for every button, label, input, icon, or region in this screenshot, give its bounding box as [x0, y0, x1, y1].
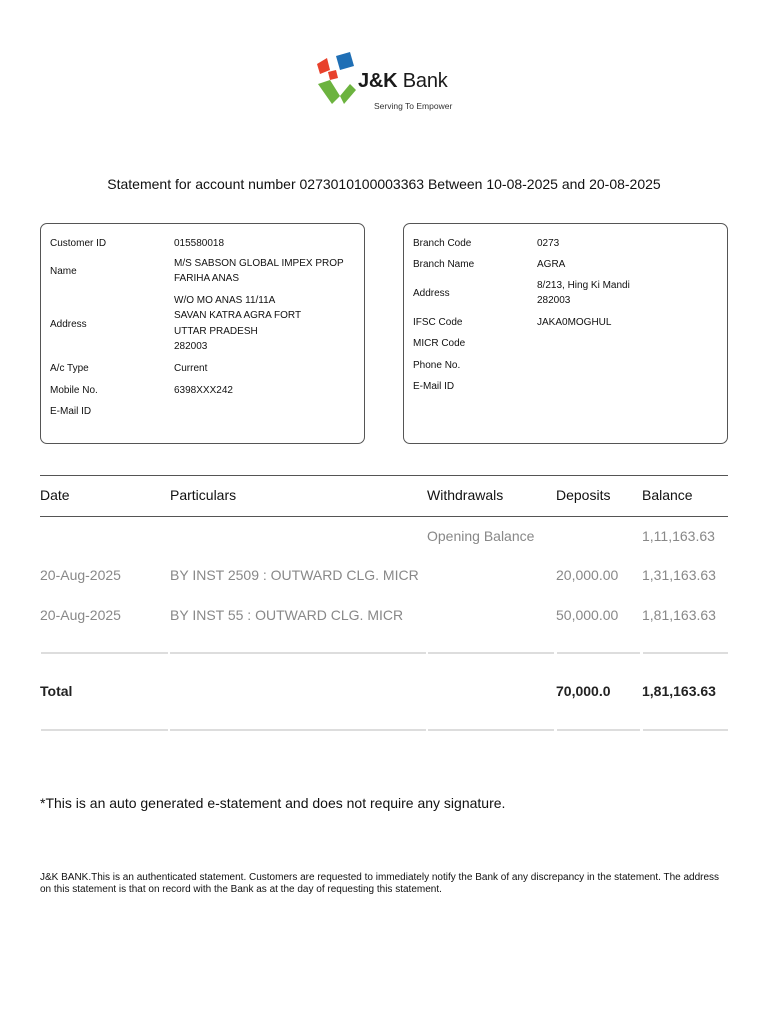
col-header-date: Date	[40, 487, 70, 503]
row-divider	[643, 729, 728, 731]
branch-code-value: 0273	[537, 238, 560, 249]
mobile-label: Mobile No.	[50, 385, 98, 396]
row-particulars: BY INST 2509 : OUTWARD CLG. MICR	[170, 567, 419, 583]
row-divider	[41, 652, 168, 654]
customer-id-value: 015580018	[174, 238, 225, 249]
disclaimer-text: J&K BANK.This is an authenticated statement. Customers are requested to immediately notify the Bank of any discrepancy in the statement. The address on this statement is that on record with the Bank as at the day of requesting this statement.	[40, 872, 720, 895]
branch-address-line1: 8/213, Hing Ki Mandi	[537, 280, 630, 291]
row-date: 20-Aug-2025	[40, 567, 121, 583]
statement-title: Statement for account number 0273010100003363 Between 10-08-2025 and 20-08-2025	[107, 176, 661, 192]
customer-details-box	[40, 223, 365, 444]
total-balance: 1,81,163.63	[642, 683, 716, 699]
row-divider	[557, 729, 640, 731]
row-divider	[170, 652, 426, 654]
row-divider	[428, 729, 554, 731]
row-divider	[643, 652, 728, 654]
row-divider	[170, 729, 426, 731]
branch-details-box	[403, 223, 728, 444]
table-header-rule	[40, 516, 728, 517]
row-divider	[557, 652, 640, 654]
row-date: 20-Aug-2025	[40, 607, 121, 623]
col-header-particulars: Particulars	[170, 487, 237, 503]
address-line4: 282003	[174, 341, 208, 352]
branch-email-label: E-Mail ID	[413, 381, 455, 392]
address-line1: W/O MO ANAS 11/11A	[174, 295, 276, 306]
branch-name-value: AGRA	[537, 259, 566, 270]
branch-address-line2: 282003	[537, 295, 571, 306]
ac-type-label: A/c Type	[50, 363, 89, 374]
customer-id-label: Customer ID	[50, 238, 107, 249]
name-label: Name	[50, 266, 77, 277]
row-balance: 1,31,163.63	[642, 567, 716, 583]
mobile-value: 6398XXX242	[174, 385, 233, 396]
brand-tagline: Serving To Empower	[374, 101, 453, 111]
name-value-line1: M/S SABSON GLOBAL IMPEX PROP	[174, 258, 344, 269]
bank-logo	[314, 52, 464, 116]
col-header-deposits: Deposits	[556, 487, 611, 503]
phone-label: Phone No.	[413, 360, 461, 371]
address-label: Address	[50, 319, 87, 330]
ifsc-value: JAKA0MOGHUL	[537, 317, 612, 328]
opening-balance-value: 1,11,163.63	[642, 528, 715, 544]
table-top-rule	[40, 475, 728, 476]
total-label: Total	[40, 683, 73, 699]
address-line3: UTTAR PRADESH	[174, 326, 258, 337]
row-divider	[428, 652, 554, 654]
total-deposits: 70,000.0	[556, 683, 611, 699]
opening-balance-label: Opening Balance	[427, 528, 535, 544]
branch-code-label: Branch Code	[413, 238, 472, 249]
customer-email-label: E-Mail ID	[50, 406, 92, 417]
row-balance: 1,81,163.63	[642, 607, 716, 623]
col-header-withdrawals: Withdrawals	[427, 487, 504, 503]
brand-name: J&K Bank	[358, 70, 448, 92]
col-header-balance: Balance	[642, 487, 693, 503]
ac-type-value: Current	[174, 363, 208, 374]
auto-generated-note: *This is an auto generated e-statement and does not require any signature.	[40, 795, 506, 811]
branch-name-label: Branch Name	[413, 259, 475, 270]
jk-bank-emblem-icon	[314, 52, 360, 108]
row-deposits: 50,000.00	[556, 607, 619, 623]
row-deposits: 20,000.00	[556, 567, 619, 583]
ifsc-label: IFSC Code	[413, 317, 463, 328]
address-line2: SAVAN KATRA AGRA FORT	[174, 310, 302, 321]
name-value-line2: FARIHA ANAS	[174, 273, 240, 284]
row-particulars: BY INST 55 : OUTWARD CLG. MICR	[170, 607, 404, 623]
row-divider	[41, 729, 168, 731]
micr-label: MICR Code	[413, 338, 466, 349]
branch-address-label: Address	[413, 288, 450, 299]
